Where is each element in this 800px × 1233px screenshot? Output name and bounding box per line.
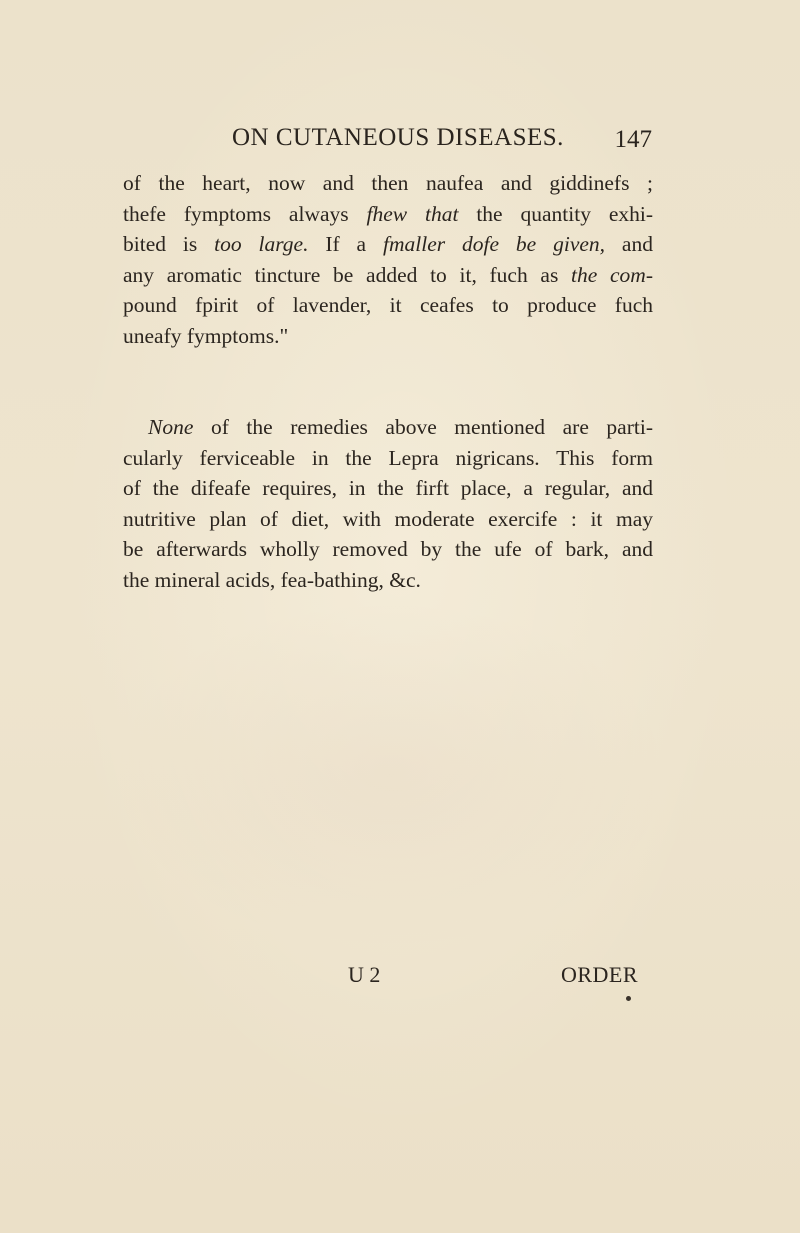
page-footer bbox=[120, 962, 660, 992]
catchword: ORDER bbox=[560, 962, 638, 987]
show-through-from-reverse bbox=[110, 600, 670, 950]
text-line: pound fpirit of lavender, it ceafes to produce fuch bbox=[123, 293, 653, 317]
running-title: ON CUTANEOUS DISEASES. bbox=[232, 124, 564, 151]
signature-mark: U 2 bbox=[348, 962, 381, 987]
text-line: of the heart, now and then naufea and giddinefs ; bbox=[123, 171, 653, 195]
text-line: bited is too large. If a fmaller dofe be given, and bbox=[123, 232, 653, 256]
page-number: 147 bbox=[614, 126, 652, 153]
text-line: of the difeafe requires, in the firft place, a regular, and bbox=[123, 476, 653, 500]
text-line: uneafy fymptoms." bbox=[123, 323, 289, 348]
text-line: nutritive plan of diet, with moderate exercife : it may bbox=[123, 506, 653, 531]
text-line: thefe fymptoms always fhew that the quantity exhi- bbox=[123, 201, 653, 226]
text-line: None of the remedies above mentioned are parti- bbox=[148, 415, 653, 439]
ink-speck bbox=[626, 996, 631, 1001]
text-line: any aromatic tincture be added to it, fuch as the com- bbox=[123, 262, 653, 287]
paragraph-1 bbox=[123, 168, 653, 351]
text-line: cularly ferviceable in the Lepra nigricans. This form bbox=[123, 445, 653, 470]
paragraph-2 bbox=[123, 412, 653, 595]
text-line: the mineral acids, fea-bathing, &c. bbox=[123, 567, 421, 592]
running-head bbox=[120, 124, 660, 158]
text-line: be afterwards wholly removed by the ufe of bark, and bbox=[123, 537, 653, 561]
